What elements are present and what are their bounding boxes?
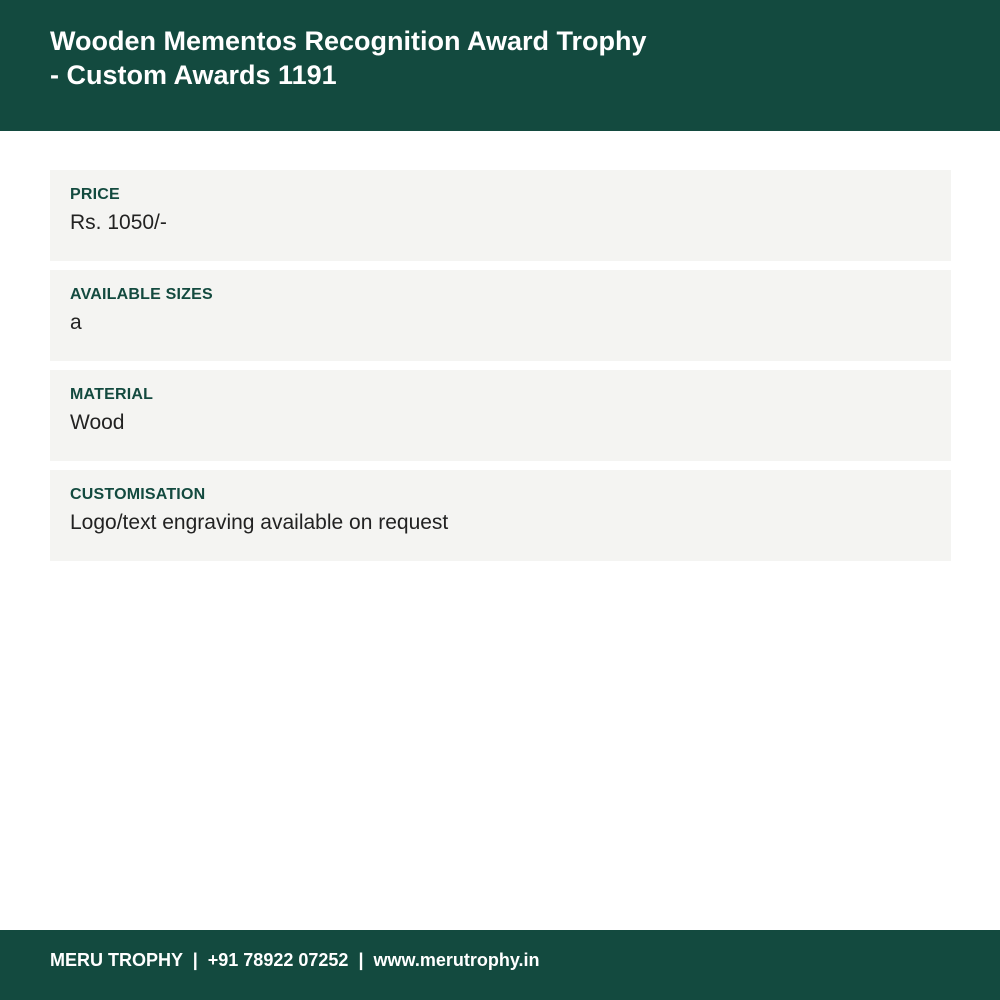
product-title-line-1: Wooden Mementos Recognition Award Trophy	[50, 26, 647, 56]
price-label: PRICE	[70, 186, 120, 203]
page-header	[0, 0, 1000, 131]
sizes-label: AVAILABLE SIZES	[70, 286, 213, 303]
footer-phone: +91 78922 07252	[207, 950, 349, 970]
product-title	[50, 24, 750, 92]
footer-website: www.merutrophy.in	[373, 950, 540, 970]
detail-card-customisation	[50, 470, 951, 561]
sizes-value: a	[70, 311, 82, 334]
detail-card-price	[50, 170, 951, 261]
customisation-label: CUSTOMISATION	[70, 486, 206, 503]
material-value: Wood	[70, 411, 125, 434]
footer-separator-2: |	[358, 950, 364, 970]
footer-contact-line	[50, 949, 540, 971]
detail-card-material	[50, 370, 951, 461]
material-label: MATERIAL	[70, 386, 154, 403]
product-details	[50, 170, 951, 570]
detail-card-sizes	[50, 270, 951, 361]
product-title-line-2: - Custom Awards 1191	[50, 60, 337, 90]
price-value: Rs. 1050/-	[70, 211, 167, 234]
footer-separator-1: |	[192, 950, 198, 970]
customisation-value: Logo/text engraving available on request	[70, 511, 449, 534]
page-footer	[0, 930, 1000, 1000]
footer-brand: MERU TROPHY	[50, 950, 183, 970]
